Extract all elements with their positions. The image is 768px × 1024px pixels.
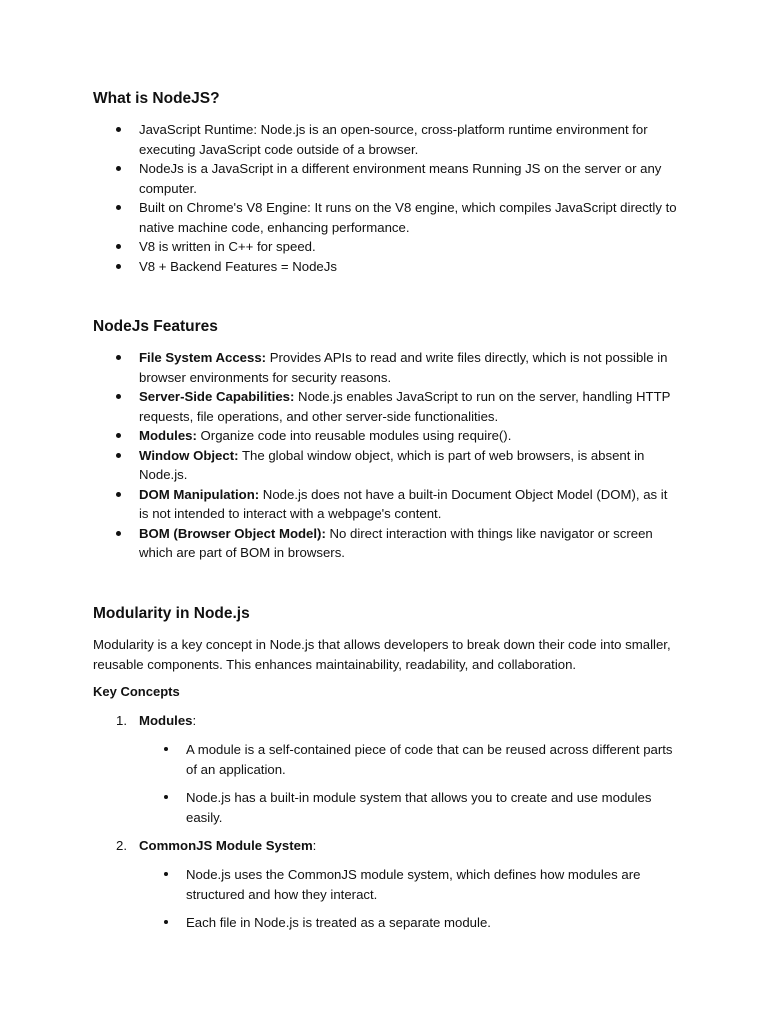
feature-text: Node.js enables JavaScript to run on the server, handling HTTP requests, file operations, and other server-side functionalities. — [139, 389, 671, 424]
commonjs-points-list — [93, 865, 678, 942]
section-heading-modularity: Modularity in Node.js — [93, 605, 250, 622]
modularity-intro: Modularity is a key concept in Node.js that allows developers to break down their code into smaller, reusable components. This enhances maintainability, readability, and collaboration. — [93, 637, 671, 672]
concept-number: 1. — [116, 713, 127, 728]
feature-text: The global window object, which is part of web browsers, is absent in Node.js. — [139, 447, 645, 482]
feature-lead: Modules: — [139, 428, 197, 443]
key-concepts-heading: Key Concepts — [93, 684, 180, 699]
concept-suffix: : — [312, 838, 317, 853]
list-item: V8 is written in C++ for speed. — [93, 237, 678, 257]
list-item — [93, 426, 678, 446]
list-item: JavaScript Runtime: Node.js is an open-source, cross-platform runtime environment for executing JavaScript code outside of a browser. — [93, 120, 678, 159]
feature-text: Organize code into reusable modules using require(). — [196, 428, 512, 443]
concept-title: Modules — [139, 713, 193, 728]
list-item: Node.js has a built-in module system that allows you to create and use modules easily. — [93, 788, 678, 827]
concept-title-wrap — [139, 711, 196, 731]
modules-points-list — [93, 740, 678, 836]
list-item: V8 + Backend Features = NodeJs — [93, 257, 678, 277]
list-item — [93, 348, 678, 387]
feature-lead: File System Access: — [139, 350, 267, 365]
concept-title: CommonJS Module System — [139, 838, 313, 853]
list-item: NodeJs is a JavaScript in a different environment means Running JS on the server or any computer. — [93, 159, 678, 198]
feature-text: Node.js does not have a built-in Document Object Model (DOM), as it is not intended to interact with a webpage's content. — [139, 486, 668, 521]
nodejs-features-list — [93, 348, 678, 563]
list-item — [93, 387, 678, 426]
list-item — [93, 524, 678, 563]
list-item: A module is a self-contained piece of code that can be reused across different parts of an application. — [93, 740, 678, 779]
list-item: Node.js uses the CommonJS module system, which defines how modules are structured and how they interact. — [93, 865, 678, 904]
concept-suffix: : — [192, 713, 197, 728]
section-heading-what-is-nodejs: What is NodeJS? — [93, 90, 220, 107]
list-item — [93, 446, 678, 485]
concept-title-wrap — [139, 836, 316, 856]
concept-number: 2. — [116, 838, 127, 853]
feature-lead: Server-Side Capabilities: — [139, 389, 295, 404]
list-item: Built on Chrome's V8 Engine: It runs on the V8 engine, which compiles JavaScript directly to native machine code, enhancing performance. — [93, 198, 678, 237]
section-heading-nodejs-features: NodeJs Features — [93, 318, 218, 335]
feature-text: Provides APIs to read and write files directly, which is not possible in browser environments for security reasons. — [139, 350, 668, 385]
what-is-nodejs-list — [93, 120, 678, 276]
feature-text: No direct interaction with things like navigator or screen which are part of BOM in browsers. — [139, 525, 653, 560]
feature-lead: Window Object: — [139, 447, 239, 463]
feature-lead: DOM Manipulation: — [139, 486, 260, 502]
feature-lead: BOM (Browser Object Model): — [139, 525, 326, 541]
list-item — [93, 485, 678, 524]
list-item: Each file in Node.js is treated as a separate module. — [93, 913, 678, 933]
